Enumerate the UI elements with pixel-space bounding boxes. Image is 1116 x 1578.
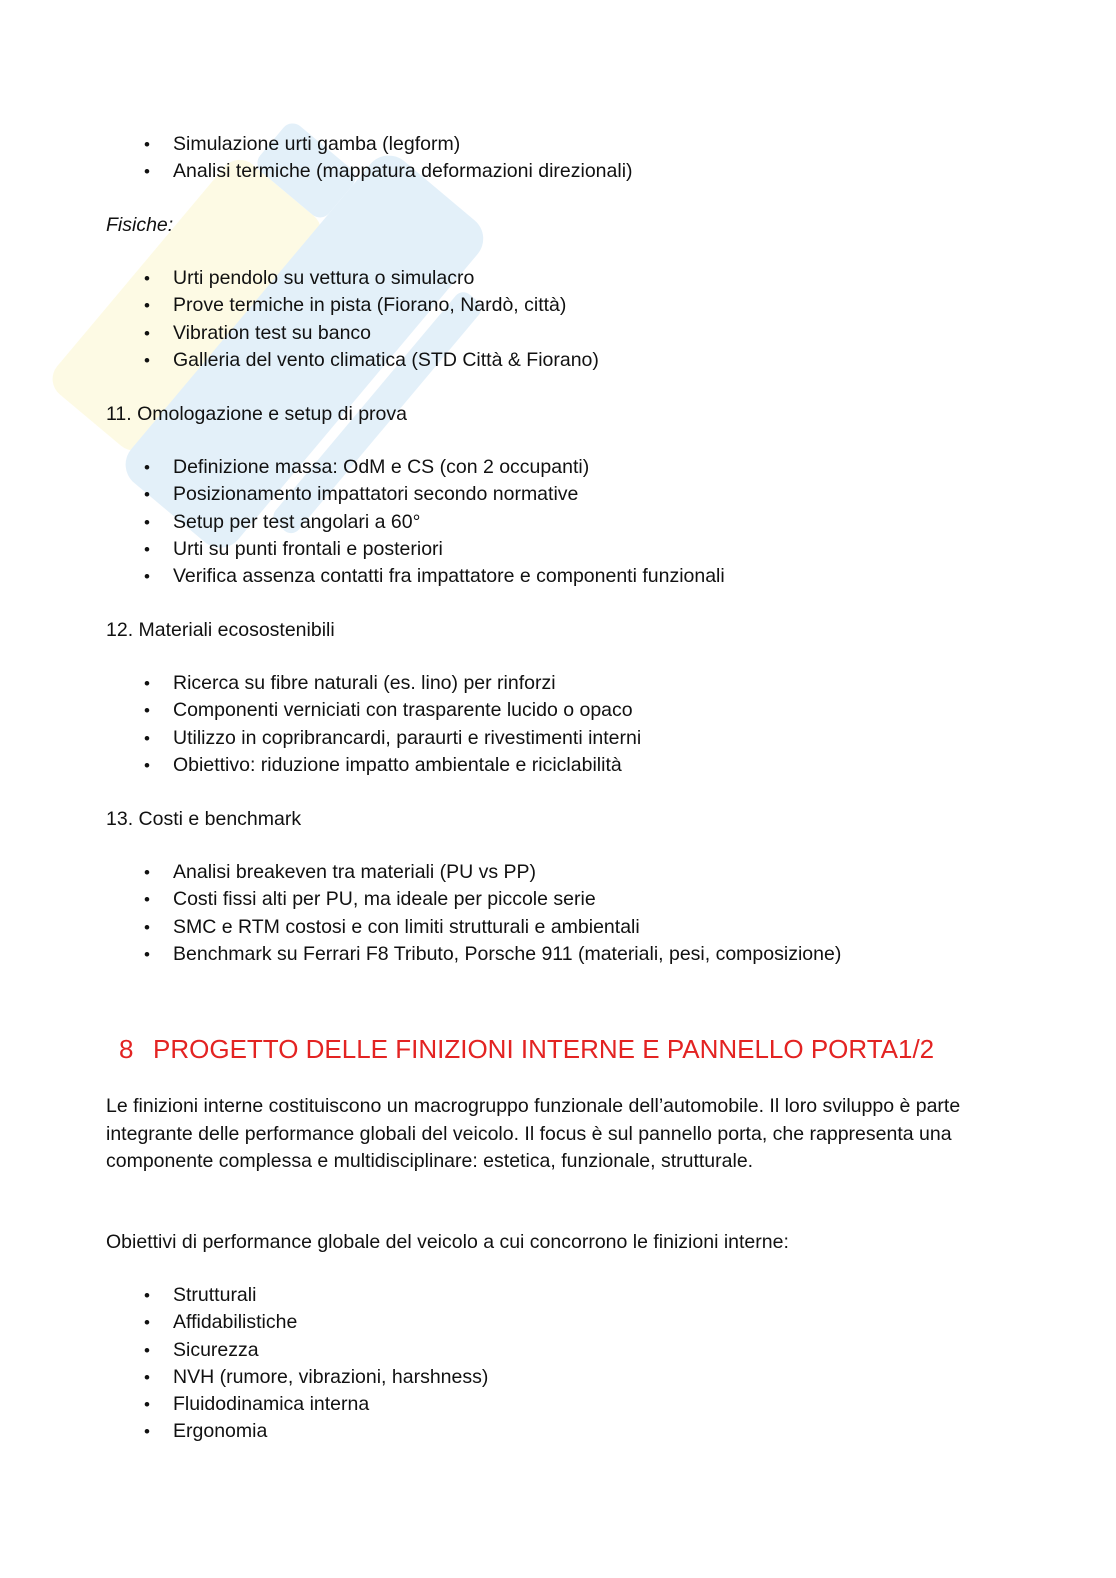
- bullet-icon: •: [144, 135, 150, 154]
- list-item: • Ergonomia: [106, 1418, 488, 1445]
- bullet-icon: •: [144, 674, 150, 693]
- section-12-title: 12. Materiali ecosostenibili: [106, 619, 335, 641]
- bullet-icon: •: [144, 1395, 150, 1415]
- list-item: • Urti pendolo su vettura o simulacro: [106, 265, 599, 292]
- bullet-icon: •: [144, 269, 150, 288]
- list-item: • Simulazione urti gamba (legform): [106, 131, 633, 158]
- bullet-list-section-12: [106, 670, 641, 779]
- bullet-icon: •: [144, 701, 150, 721]
- bullet-icon: •: [144, 512, 150, 532]
- list-item: • Verifica assenza contatti fra impattatore e componenti funzionali: [106, 563, 725, 590]
- objectives-intro: Obiettivi di performance globale del veicolo a cui concorrono le finizioni interne:: [106, 1231, 789, 1253]
- list-item: • Posizionamento impattatori secondo normative: [106, 481, 725, 508]
- list-item: • Analisi breakeven tra materiali (PU vs PP): [106, 859, 841, 886]
- bullet-icon: •: [144, 539, 150, 559]
- bullet-icon: •: [144, 567, 150, 587]
- list-item: • Benchmark su Ferrari F8 Tributo, Porsche 911 (materiali, pesi, composizione): [106, 941, 841, 968]
- section-13-title: 13. Costi e benchmark: [106, 808, 302, 830]
- list-item: • Prove termiche in pista (Fiorano, Nardò, città): [106, 292, 599, 319]
- chapter-title: PROGETTO DELLE FINIZIONI INTERNE E PANNELLO PORTA1/2: [153, 1034, 935, 1064]
- list-item: • Ricerca su fibre naturali (es. lino) per rinforzi: [106, 670, 641, 697]
- list-item: • NVH (rumore, vibrazioni, harshness): [106, 1364, 488, 1391]
- bullet-icon: •: [144, 944, 150, 964]
- bullet-icon: •: [144, 1340, 150, 1360]
- bullet-icon: •: [144, 917, 150, 937]
- bullet-icon: •: [144, 296, 150, 316]
- bullet-icon: •: [144, 162, 150, 182]
- bullet-icon: •: [144, 728, 150, 748]
- bullet-list-simulations: [106, 131, 633, 186]
- list-item: • Obiettivo: riduzione impatto ambientale e riciclabilità: [106, 752, 641, 779]
- bullet-icon: •: [144, 863, 150, 882]
- bullet-icon: •: [144, 1422, 150, 1442]
- list-item: • SMC e RTM costosi e con limiti strutturali e ambientali: [106, 914, 841, 941]
- bullet-icon: •: [144, 890, 150, 910]
- list-item: • Strutturali: [106, 1282, 488, 1309]
- fisiche-label: Fisiche:: [106, 214, 174, 236]
- bullet-icon: •: [144, 1367, 150, 1387]
- list-item: • Fluidodinamica interna: [106, 1391, 488, 1418]
- intro-paragraph: Le finizioni interne costituiscono un macrogruppo funzionale dell’automobile. Il loro sviluppo è parte integrante delle performance globali del veicolo. Il focus è sul pannello porta, che rappresenta una componente complessa e multidisciplinare: estetica, funzionale, strutturale.: [106, 1095, 961, 1172]
- list-item: • Componenti verniciati con trasparente lucido o opaco: [106, 697, 641, 724]
- bullet-icon: •: [144, 350, 150, 370]
- section-11-title: 11. Omologazione e setup di prova: [106, 403, 407, 425]
- bullet-list-objectives: [106, 1282, 488, 1446]
- list-item: • Analisi termiche (mappatura deformazioni direzionali): [106, 158, 633, 185]
- list-item: • Definizione massa: OdM e CS (con 2 occupanti): [106, 454, 725, 481]
- bullet-icon: •: [144, 1286, 150, 1305]
- list-item: • Affidabilistiche: [106, 1309, 488, 1336]
- chapter-heading: [119, 1032, 934, 1066]
- list-item: • Setup per test angolari a 60°: [106, 509, 725, 536]
- bullet-icon: •: [144, 458, 150, 477]
- bullet-list-fisiche: [106, 265, 599, 374]
- bullet-icon: •: [144, 1313, 150, 1333]
- list-item: • Utilizzo in copribrancardi, paraurti e rivestimenti interni: [106, 725, 641, 752]
- list-item: • Vibration test su banco: [106, 320, 599, 347]
- list-item: • Costi fissi alti per PU, ma ideale per piccole serie: [106, 886, 841, 913]
- bullet-list-section-13: [106, 859, 841, 968]
- bullet-icon: •: [144, 323, 150, 343]
- bullet-icon: •: [144, 485, 150, 505]
- bullet-icon: •: [144, 755, 150, 775]
- bullet-list-section-11: [106, 454, 725, 590]
- list-item: • Sicurezza: [106, 1337, 488, 1364]
- list-item: • Galleria del vento climatica (STD Città & Fiorano): [106, 347, 599, 374]
- list-item: • Urti su punti frontali e posteriori: [106, 536, 725, 563]
- chapter-number: 8: [119, 1034, 134, 1064]
